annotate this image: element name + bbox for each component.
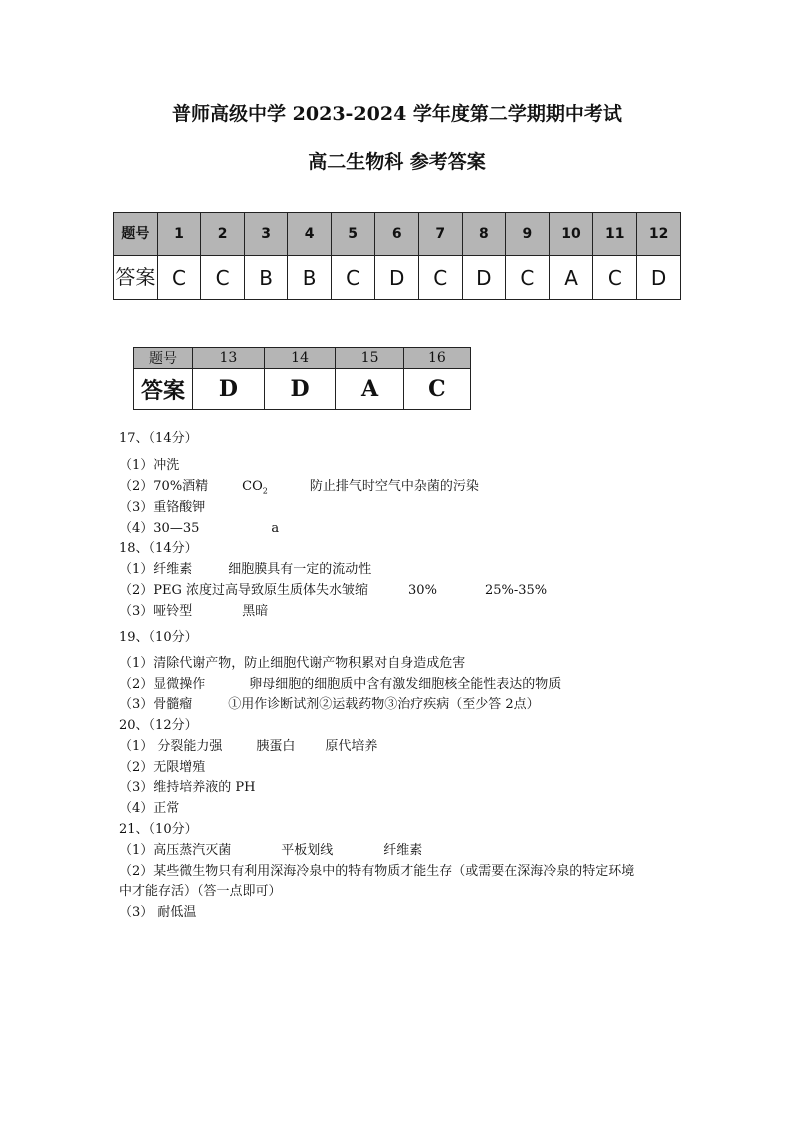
q18-answer-2b: 30%: [408, 583, 437, 598]
q21-answer-1: [119, 843, 422, 859]
answer-cell: D: [375, 256, 419, 300]
answer-cell: A: [336, 369, 403, 410]
answer-cell: B: [288, 256, 332, 300]
answer-cell: D: [637, 256, 681, 300]
answer-cell: A: [549, 256, 593, 300]
answer-cell: C: [157, 256, 201, 300]
q19-answer-3b: ①用作诊断试剂②运载药物③治疗疾病（至少答 2点）: [228, 697, 540, 712]
q17-answer-2a: （2）70%酒精: [119, 479, 209, 494]
q17-header: 17、（14分）: [119, 431, 198, 446]
question-number: 14: [264, 348, 336, 369]
q18-answer-1b: 细胞膜具有一定的流动性: [228, 562, 372, 577]
q17-answer-1: （1）冲洗: [119, 458, 180, 473]
q21-answer-1c: 纤维素: [383, 843, 423, 858]
q18-header: 18、（14分）: [119, 541, 198, 556]
q21-answer-1a: （1）高压蒸汽灭菌: [119, 843, 232, 858]
q17-answer-2: [119, 479, 479, 500]
question-number: 2: [201, 213, 245, 256]
answer-cell: C: [419, 256, 463, 300]
question-number-row: [134, 348, 471, 369]
question-number: 1: [157, 213, 201, 256]
q17-answer-2c: 防止排气时空气中杂菌的污染: [309, 479, 479, 494]
co2-subscript: 2: [262, 486, 268, 496]
question-number: 6: [375, 213, 419, 256]
answer-cell: D: [193, 369, 265, 410]
q18-answer-1a: （1）纤维素: [119, 562, 193, 577]
q18-answer-2a: （2）PEG 浓度过高导致原生质体失水皱缩: [119, 583, 369, 598]
q18-answer-2c: 25%-35%: [484, 583, 548, 598]
question-number: 4: [288, 213, 332, 256]
q20-answer-3: （3）维持培养液的 PH: [119, 780, 256, 795]
answer-cell: C: [403, 369, 470, 410]
q17-answer-4a: （4）30—35: [119, 521, 200, 536]
q19-answer-2b: 卵母细胞的细胞质中含有激发细胞核全能性表达的物质: [249, 677, 562, 692]
row-label-question-number: 题号: [134, 348, 193, 369]
answer-table-13-16: [133, 347, 471, 410]
question-number: 11: [593, 213, 637, 256]
q17-answer-4b: a: [271, 521, 280, 536]
answer-cell: C: [506, 256, 550, 300]
question-number: 12: [637, 213, 681, 256]
q18-answer-3b: 黑暗: [242, 604, 269, 619]
row-label-answer: 答案: [134, 369, 193, 410]
row-label-answer: 答案: [114, 256, 158, 300]
q20-answer-1: [119, 739, 377, 755]
question-number: 8: [462, 213, 506, 256]
question-number: 9: [506, 213, 550, 256]
q20-answer-2: （2）无限增殖: [119, 760, 206, 775]
q20-answer-1b: 胰蛋白: [256, 739, 296, 754]
q18-answer-3a: （3）哑铃型: [119, 604, 193, 619]
q20-answer-1c: 原代培养: [325, 739, 378, 754]
q19-answer-3a: （3）骨髓瘤: [119, 697, 193, 712]
answer-cell: C: [593, 256, 637, 300]
answer-row: [134, 369, 471, 410]
question-number: 16: [403, 348, 470, 369]
q18-answer-1: [119, 562, 371, 578]
question-number-row: [114, 213, 681, 256]
q18-answer-2: [119, 583, 547, 599]
question-number: 5: [331, 213, 375, 256]
answer-cell: D: [264, 369, 336, 410]
answer-key-subtitle: 高二生物科 参考答案: [308, 151, 486, 173]
q17-answer-3: （3）重铬酸钾: [119, 500, 206, 515]
question-number: 15: [336, 348, 403, 369]
answer-table-1-12: [113, 212, 681, 300]
q21-answer-1b: 平板划线: [281, 843, 334, 858]
q21-answer-2: （2）某些微生物只有利用深海冷泉中的特有物质才能生存（或需要在深海冷泉的特定环境: [119, 864, 635, 879]
q19-answer-2: [119, 677, 561, 693]
q20-answer-1a: （1） 分裂能力强: [119, 739, 223, 754]
answer-cell: C: [331, 256, 375, 300]
exam-title: 普师高级中学 2023-2024 学年度第二学期期中考试: [172, 103, 622, 125]
question-number: 7: [419, 213, 463, 256]
row-label-question-number: 题号: [114, 213, 158, 256]
answer-cell: C: [201, 256, 245, 300]
question-number: 10: [549, 213, 593, 256]
answer-cell: D: [462, 256, 506, 300]
question-number: 13: [193, 348, 265, 369]
co2-text: CO: [242, 479, 263, 494]
q20-header: 20、（12分）: [119, 718, 198, 733]
q19-answer-3: [119, 697, 540, 713]
answer-cell: B: [244, 256, 288, 300]
q21-answer-3: （3） 耐低温: [119, 905, 197, 920]
q21-header: 21、（10分）: [119, 822, 198, 837]
q21-answer-2-continued: 中才能存活）（答一点即可）: [119, 884, 282, 899]
q20-answer-4: （4）正常: [119, 801, 180, 816]
q19-header: 19、（10分）: [119, 630, 198, 645]
answer-row: [114, 256, 681, 300]
question-number: 3: [244, 213, 288, 256]
co2-formula: [242, 479, 268, 494]
q18-answer-3: [119, 604, 268, 620]
q19-answer-1: （1）清除代谢产物，防止细胞代谢产物积累对自身造成危害: [119, 656, 466, 671]
q17-answer-4: [119, 521, 279, 537]
q19-answer-2a: （2）显微操作: [119, 677, 206, 692]
